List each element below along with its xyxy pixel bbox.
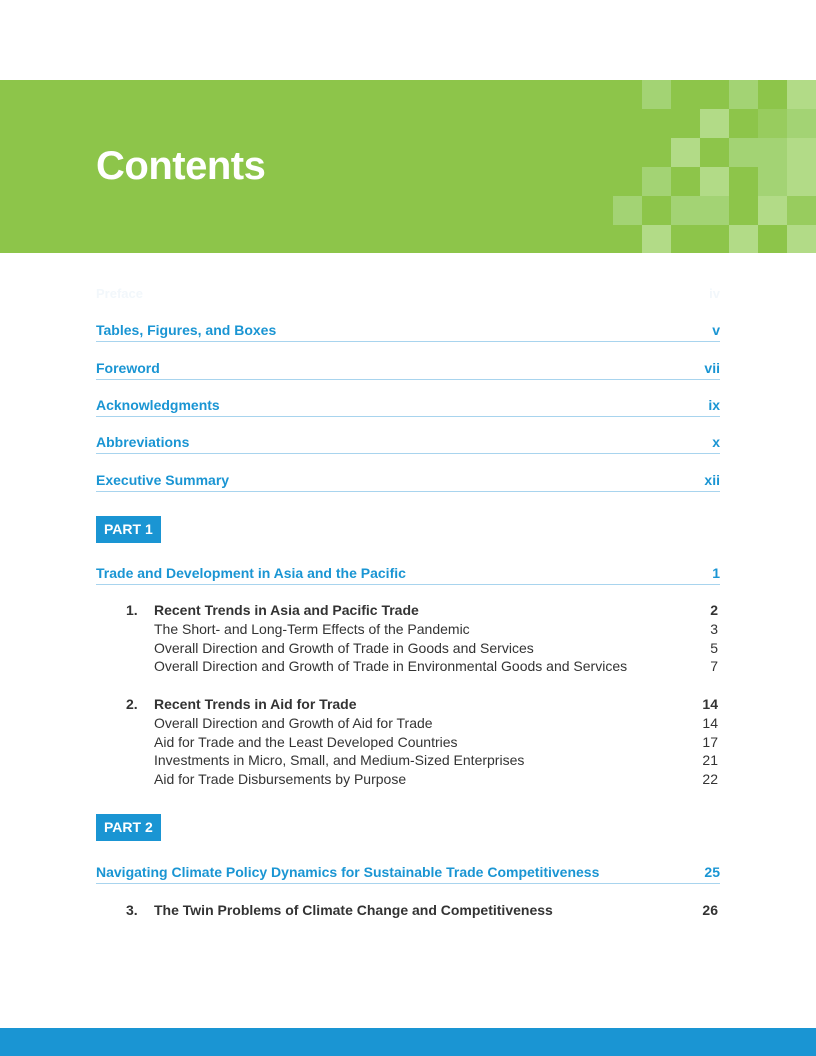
section-page: 17	[702, 733, 718, 750]
section-title: Investments in Micro, Small, and Medium-Sized Enterprises	[154, 752, 525, 769]
toc-entry-part-1[interactable]	[96, 565, 720, 585]
chapter-number: 3.	[126, 902, 138, 918]
toc-entry-title: Preface	[96, 286, 143, 301]
toc-entry-title: Tables, Figures, and Boxes	[96, 322, 277, 338]
section-title: Overall Direction and Growth of Trade in Goods and Services	[154, 639, 534, 656]
chapter-heading	[126, 901, 718, 920]
section-page: 3	[710, 621, 718, 637]
chapter-page: 2	[710, 602, 718, 618]
section-page: 7	[710, 658, 718, 675]
toc-entry-title: Abbreviations	[96, 434, 190, 450]
header-banner	[0, 80, 816, 253]
toc-entry-page: v	[712, 322, 720, 338]
section-page: 5	[710, 639, 718, 656]
page-title: Contents	[96, 144, 266, 188]
toc-entry-faint	[96, 286, 720, 301]
toc-entry-title: Navigating Climate Policy Dynamics for Sustainable Trade Competitiveness	[96, 864, 600, 880]
section-item[interactable]	[126, 770, 718, 789]
toc-entry-part-2[interactable]	[96, 864, 720, 884]
chapter-heading	[126, 601, 718, 620]
chapter-page: 14	[702, 696, 718, 712]
section-title: The Short- and Long-Term Effects of the Pandemic	[154, 621, 470, 637]
part-1-badge: PART 1	[96, 516, 161, 543]
chapter-2[interactable]	[126, 695, 718, 788]
chapter-1[interactable]	[126, 601, 718, 676]
section-item[interactable]	[126, 733, 718, 752]
chapter-number: 1.	[126, 602, 138, 618]
chapter-page: 26	[702, 902, 718, 918]
section-page: 14	[702, 715, 718, 731]
section-title: Aid for Trade Disbursements by Purpose	[154, 770, 407, 787]
section-item[interactable]	[126, 751, 718, 770]
chapter-title: The Twin Problems of Climate Change and Competitiveness	[154, 902, 553, 918]
toc-entry-foreword[interactable]	[96, 360, 720, 380]
toc-entry-abbreviations[interactable]	[96, 434, 720, 454]
toc-entry-acknowledgments[interactable]	[96, 397, 720, 417]
toc-entry-title: Executive Summary	[96, 472, 230, 488]
toc-entry-page: vii	[704, 360, 720, 376]
toc-entry-title: Foreword	[96, 360, 160, 376]
toc-entry-tables-figures-boxes[interactable]	[96, 322, 720, 342]
toc-entry-page: 1	[712, 565, 720, 581]
toc-entry-title: Trade and Development in Asia and the Pacific	[96, 565, 406, 581]
section-item[interactable]	[126, 714, 718, 733]
part-2-badge: PART 2	[96, 814, 161, 841]
section-title: Aid for Trade and the Least Developed Countries	[154, 733, 458, 750]
section-page: 22	[702, 770, 718, 787]
toc-entry-page: iv	[709, 286, 720, 301]
toc-entry-page: x	[712, 434, 720, 450]
toc-entry-page: 25	[704, 864, 720, 880]
toc-entry-executive-summary[interactable]	[96, 472, 720, 492]
toc-entry-page: xii	[704, 472, 720, 488]
chapter-title: Recent Trends in Aid for Trade	[154, 696, 357, 712]
section-page: 21	[702, 752, 718, 769]
toc-entry-page: ix	[708, 397, 720, 413]
chapter-title: Recent Trends in Asia and Pacific Trade	[154, 602, 419, 618]
chapter-heading	[126, 695, 718, 714]
section-item[interactable]	[126, 639, 718, 658]
chapter-3[interactable]	[126, 901, 718, 920]
section-item[interactable]	[126, 657, 718, 676]
section-title: Overall Direction and Growth of Trade in Environmental Goods and Services	[154, 658, 628, 675]
chapter-number: 2.	[126, 696, 138, 712]
footer-bar	[0, 1028, 816, 1056]
toc-entry-title: Acknowledgments	[96, 397, 220, 413]
section-item[interactable]	[126, 620, 718, 639]
section-title: Overall Direction and Growth of Aid for Trade	[154, 715, 433, 731]
